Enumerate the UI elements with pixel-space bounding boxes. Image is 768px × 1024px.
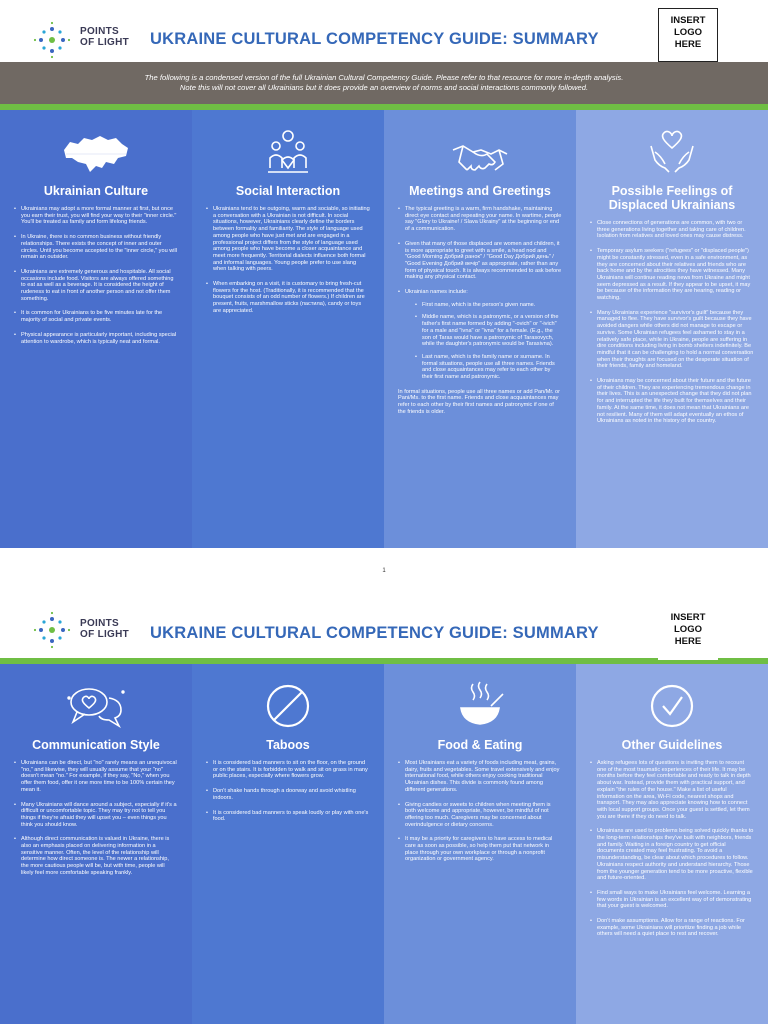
column-title: Food & Eating xyxy=(437,738,523,752)
list-item: • First name, which is the person's given name. xyxy=(415,302,562,309)
list-item: • Last name, which is the family name or surname. In formal situations, people use all three names. Friends and close acquaintances may refer to each other by their first name and patronymic. xyxy=(415,354,562,381)
list-item: • Many Ukrainians will dance around a subject, especially if it's a difficult or uncomfortable topic. They may try not to tell you things if they're afraid they will upset you – even things you think you should know. xyxy=(14,802,178,829)
list-item: • Physical appearance is particularly important, including special attention to wardrobe, which is typically neat and formal. xyxy=(14,332,178,345)
bullet-list xyxy=(14,760,178,877)
intro-banner xyxy=(0,62,768,104)
column-title: Possible Feelings of Displaced Ukrainians xyxy=(608,184,736,212)
bullet-list xyxy=(398,206,562,381)
list-item: • In Ukraine, there is no common business without friendly relationships. There exists the concept of inner and outer circles. Until you become accepted to the "inner circle," you will remain an outsider. xyxy=(14,234,178,261)
list-item: • Don't make assumptions. Allow for a range of reactions. For example, some Ukrainians will prioritize finding a job while others will need a quiet place to rest and recover. xyxy=(590,918,754,938)
list-item xyxy=(398,289,562,381)
list-item: • Find small ways to make Ukrainians feel welcome. Learning a few words in Ukrainian is an excellent way of of demonstrating that your guest is welcomed. xyxy=(590,890,754,910)
list-item: • Many Ukrainians experience "survivor's guilt" because they managed to flee. They have survivor's guilt because they have avoided dangers while others did not manage to escape or survive. Some Ukrainian refugees feel ashamed to stay in a relatively safe place, while in Ukraine, people are suffering in dire conditions including living in bomb shelters indefinitely. Be mindful that it can be challenging to hold a normal conversation when their thoughts are focused on the desperate situation of their friends, family and homeland. xyxy=(590,310,754,370)
list-item: • It may be a priority for caregivers to have access to medical care as soon as possible, so help them put that network in place through your own workplace or through a nonprofit organization or government agency. xyxy=(398,836,562,863)
list-item-label: Ukrainian names include: xyxy=(405,289,468,296)
list-item: • Ukrainians are used to problems being solved quickly thanks to the long-term relationships they've built with neighbors, friends and family. Waiting in a foreign country to get official documents created may feel frustrating. To avoid a misunderstanding, be clear about which procedures to follow. Ukrainians respect authority and understand hierarchy. Those from the younger generation tend to be more proactive, flexible and future-oriented. xyxy=(590,828,754,882)
column-meetings-greetings xyxy=(384,110,576,548)
bullet-list xyxy=(590,760,754,938)
list-item: • Temporary asylum seekers ("refugees" or "displaced people") might be constantly stressed, even in a safe environment, as they are concerned about their relatives and friends who are back home and by the atrocities they have witnessed. Many Ukrainians will continue reading news from Ukraine and might seem depressed as a result. If they appear to be upset, it may be because of the information they are hearing, reading or watching. xyxy=(590,248,754,302)
page-title: UKRAINE CULTURAL COMPETENCY GUIDE: SUMMARY xyxy=(150,30,599,48)
bullet-list xyxy=(206,206,370,315)
prohibited-icon xyxy=(264,682,312,730)
column-other-guidelines xyxy=(576,664,768,1024)
page-number: 1 xyxy=(382,568,386,574)
checkmark-circle-icon xyxy=(648,682,696,730)
list-item: • Ukrainians tend to be outgoing, warm and sociable, so initiating a conversation with a Ukrainian is not difficult. In social situations, however, Ukrainians clearly define the borders between formality and familiarity. The style of language used among people who have just met and are engaged in a professional project differs from the style of language used among people who have become a closer acquaintance and meet more frequently. Territorial dialects influence both formal and informal languages. Young people prefer to use slang when talking with peers. xyxy=(206,206,370,273)
page-header xyxy=(0,0,768,62)
list-item: • Ukrainians may be concerned about their future and the future of their children. They are experiencing tremendous change in their lives. This is an unexpected change that they did not plan for and interrupted the life they built for themselves and their family. At the same time, it does not mean that Ukrainians are not resilient. Many of them will adapt eventually an ethos of Ukrainians as noted in the history of the country. xyxy=(590,378,754,425)
column-title: Social Interaction xyxy=(235,184,341,198)
columns xyxy=(0,110,768,548)
list-item: • Ukrainians are extremely generous and hospitable. All social occasions include food. Visitors are always offered something to eat as well as a beverage. It is considered the height of rudeness to eat in front of another person and not offer them something. xyxy=(14,269,178,303)
banner-line-1: The following is a condensed version of the full Ukrainian Cultural Competency Guide. Please refer to that resource for more in-depth analysis. xyxy=(144,73,624,82)
list-item: • Middle name, which is a patronymic, or a version of the father's first name formed by adding "-ovich" or "-ivich" for a male and "ivna" or "ivna" for a female. (E.g., the son of Taras would have a patronymic of Tarasovych, while the daughter's patronymic would be Tarasivna). xyxy=(415,314,562,348)
family-icon xyxy=(266,128,310,176)
list-item: • It is common for Ukrainians to be five minutes late for the majority of social and private events. xyxy=(14,310,178,323)
column-food-eating xyxy=(384,664,576,1024)
heart-hands-icon xyxy=(647,126,697,176)
speech-heart-icon xyxy=(65,684,127,730)
brand-name: POINTS OF LIGHT xyxy=(80,26,130,48)
list-item: • Close connections of generations are common, with two or three generations living together and taking care of children. Isolation from relatives and loved ones may cause distress. xyxy=(590,220,754,240)
bullet-list xyxy=(14,206,178,345)
page-2 xyxy=(0,588,768,1024)
column-title: Other Guidelines xyxy=(621,738,723,752)
page-title: UKRAINE CULTURAL COMPETENCY GUIDE: SUMMARY xyxy=(150,624,599,642)
list-item: • Giving candies or sweets to children when meeting them is both welcome and appropriate, however, be mindful of not offering too much. Caregivers may be concerned about overindulgence or dietary concerns. xyxy=(398,802,562,829)
column-title: Taboos xyxy=(266,738,310,752)
column-social-interaction xyxy=(192,110,384,548)
column-title: Communication Style xyxy=(32,738,160,752)
column-communication-style xyxy=(0,664,192,1024)
bullet-list xyxy=(206,760,370,823)
columns xyxy=(0,664,768,1024)
insert-logo-placeholder: INSERT LOGO HERE xyxy=(658,8,718,62)
list-item: • Asking refugees lots of questions is inviting them to recount one of the most traumatic experiences of their life. It may be months before they feel comfortable and ready to talk in depth about war. Instead, provide them with practical support, and explain "the rules of the house." Make a list of useful information on the area, Wi-Fi code, nearest shops and transport. They may also appreciate knowing how to connect with local support groups. Once your guest is settled, let them you are there if they do need to talk. xyxy=(590,760,754,820)
column-title: Meetings and Greetings xyxy=(409,184,551,198)
bullet-list xyxy=(398,760,562,863)
column-taboos xyxy=(192,664,384,1024)
insert-logo-placeholder: INSERT LOGO HERE xyxy=(658,606,718,660)
banner-line-2: Note this will not cover all Ukrainians but it does provide an overview of norms and social interactions commonly followed. xyxy=(179,83,589,92)
list-item: • The typical greeting is a warm, firm handshake, maintaining direct eye contact and repeating your name. In wartime, people say "Glory to Ukraine! / Slava Ukrainy" at the beginning or end of a communication. xyxy=(398,206,562,233)
page-header xyxy=(0,588,768,658)
column-title: Ukrainian Culture xyxy=(43,184,149,198)
list-item: • Ukrainians can be direct, but "no" rarely means an unequivocal "no," and likewise, they will usually assume that your "no" doesn't mean "no." For example, if they say, "No," when you offer them food, offer it one more time to be 100% certain they mean it. xyxy=(14,760,178,794)
list-item: • Although direct communication is valued in Ukraine, there is also an emphasis placed on delivering information in a sensitive manner. Often, the level of the relationship will determine how direct someone is. The newer a relationship, the more cautious people will be, but with time, people will likely feel more comfortable speaking frankly. xyxy=(14,836,178,876)
food-bowl-icon xyxy=(455,680,505,730)
list-item: • Most Ukrainians eat a variety of foods including meat, grains, dairy, fruits and vegetables. Some travel extensively and enjoy international food, while others enjoy cooking traditional Ukrainian dishes. This divide is commonly found among different generations. xyxy=(398,760,562,794)
list-item: • It is considered bad manners to speak loudly or play with one's food. xyxy=(206,810,370,823)
list-item: • Ukrainians may adopt a more formal manner at first, but once you earn their trust, you will find your way to their "inner circle." You'll be treated as family and form lifelong friends. xyxy=(14,206,178,226)
sub-list xyxy=(415,302,562,381)
handshake-icon xyxy=(451,140,509,176)
bullet-list xyxy=(590,220,754,425)
list-item: • Don't shake hands through a doorway and avoid whistling indoors. xyxy=(206,788,370,801)
points-of-light-logo-icon xyxy=(32,610,72,650)
points-of-light-logo-icon xyxy=(32,20,72,60)
brand-name: POINTS OF LIGHT xyxy=(80,618,130,640)
column-possible-feelings xyxy=(576,110,768,548)
ukraine-map-icon xyxy=(60,132,132,176)
paragraph: In formal situations, people use all three names or add Pan/Mr. or Pani/Ms. to the first name. Friends and close acquaintances may refer to each other by their first names and patronymic if one of the friends is older. xyxy=(398,388,560,415)
list-item: • When embarking on a visit, it is customary to bring fresh-cut flowers for the host. (Traditionally, it is recommended that the bouquet consists of an odd number of flowers.) If children are present, fruits, marshmallow sticks (пастила), candy or toys are appreciated. xyxy=(206,281,370,315)
list-item: • It is considered bad manners to sit on the floor, on the ground or on the stairs. It is forbidden to walk and sit on grass in many public places, especially where flowers grow. xyxy=(206,760,370,780)
column-ukrainian-culture xyxy=(0,110,192,548)
list-item: • Given that many of those displaced are women and children, it is more appropriate to greet with a smile, a head nod and "Good Morning Добрий ранок" / "Good Day Добрий день" / "Good Evening Добрий вечір" as appropriate, rather than any form of physical touch. It is always recommended to ask before making any physical contact. xyxy=(398,241,562,281)
